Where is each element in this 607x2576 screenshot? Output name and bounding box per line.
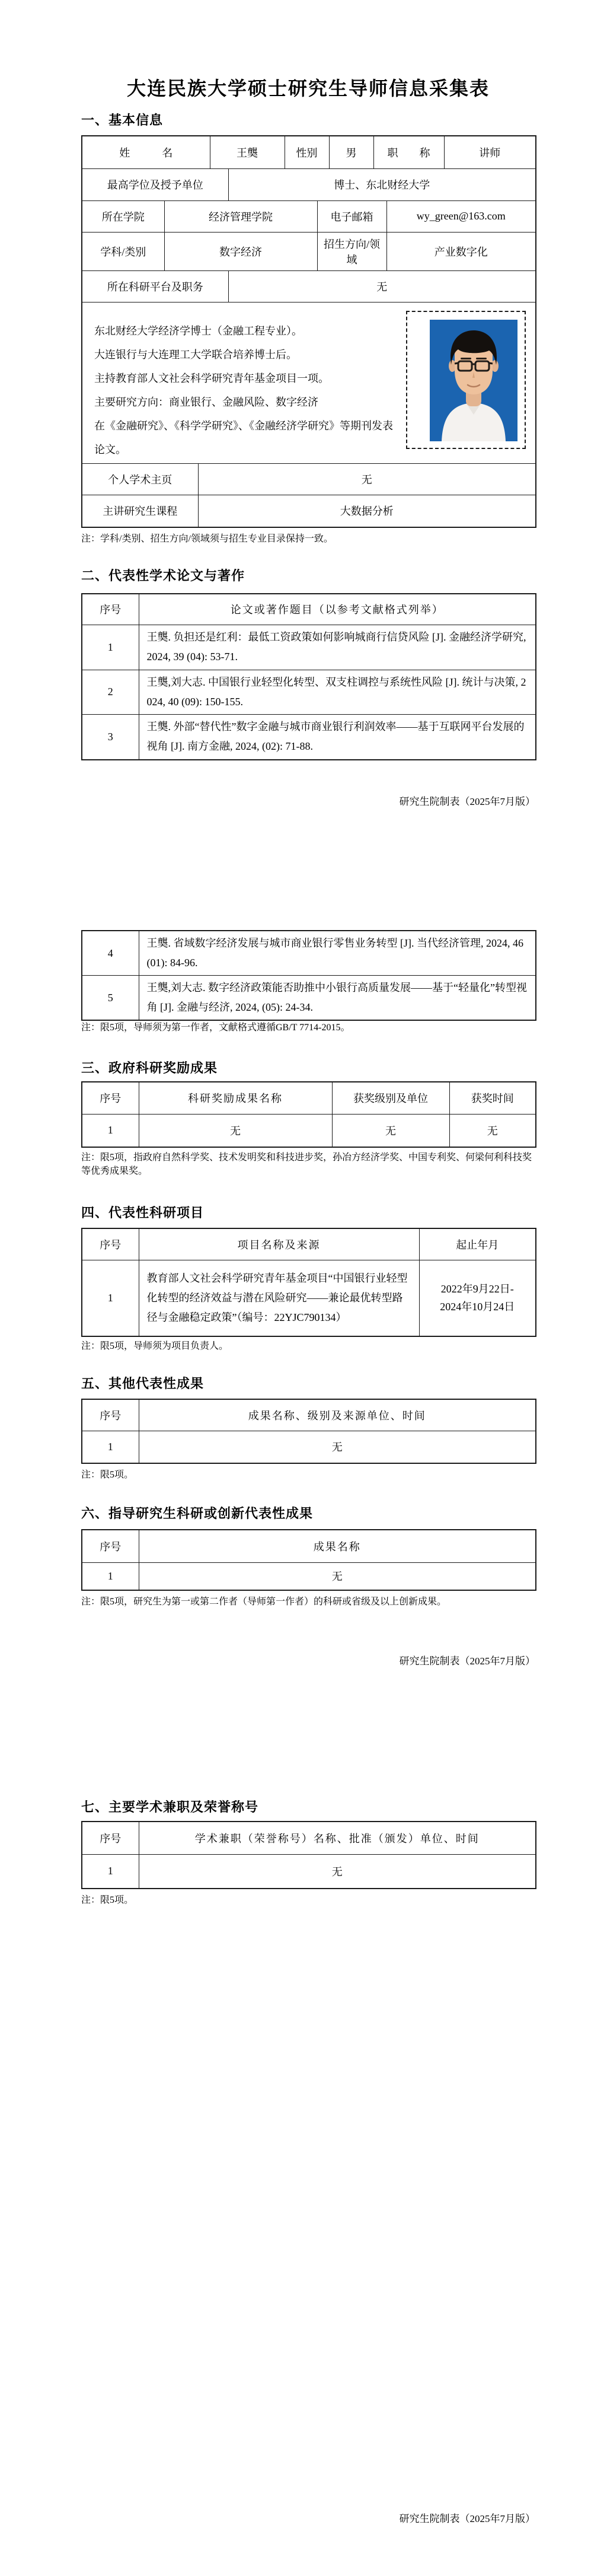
achievement-index: 1 xyxy=(82,1562,139,1590)
gender-label: 性别 xyxy=(285,136,329,168)
page-title: 大连民族大学硕士研究生导师信息采集表 xyxy=(126,78,490,99)
award-index: 1 xyxy=(82,1114,139,1147)
name-value: 王龑 xyxy=(210,136,285,168)
col-header-index: 序号 xyxy=(82,1822,139,1854)
col-header-honorary-title: 学术兼职（荣誉称号）名称、批准（颁发）单位、时间 xyxy=(139,1822,536,1854)
bio-cell xyxy=(82,302,536,463)
courses-value: 大数据分析 xyxy=(198,495,536,527)
email-value: wy_green@163.com xyxy=(386,200,536,232)
gender-value: 男 xyxy=(329,136,373,168)
note-honorary-titles: 注：限5项。 xyxy=(81,1895,134,1905)
pub-reference: 王龑,刘大志. 中国银行业轻型化转型、双支柱调控与系统性风险 [J]. 统计与决策, 2024, 40 (09): 150-155. xyxy=(139,670,536,714)
honorary-titles-table xyxy=(81,1821,536,1889)
note-awards: 注：限5项，指政府自然科学奖、技术发明奖和科技进步奖，孙冶方经济学奖、中国专利奖、何梁何利科技奖等优秀成果奖。 xyxy=(81,1152,532,1176)
col-header-index: 序号 xyxy=(82,1082,139,1114)
pub-index: 1 xyxy=(82,625,139,670)
basic-info-table xyxy=(81,135,536,528)
bio-text xyxy=(86,304,411,461)
publications-table-page1 xyxy=(81,593,536,760)
table-row xyxy=(82,232,536,270)
table-header-row xyxy=(82,1530,536,1562)
publications-table-page2 xyxy=(81,930,536,1021)
bio-line: 大连银行与大连理工大学联合培养博士后。 xyxy=(94,349,297,361)
page-footer: 研究生院制表（2025年7月版） xyxy=(399,2513,535,2524)
homepage-label: 个人学术主页 xyxy=(82,463,198,495)
pub-index: 4 xyxy=(82,931,139,976)
table-row xyxy=(82,200,536,232)
section-heading-other-achievements: 五、其他代表性成果 xyxy=(81,1376,205,1391)
degree-label: 最高学位及授予单位 xyxy=(82,168,228,200)
section-heading-student-achievements: 六、指导研究生科研或创新代表性成果 xyxy=(81,1506,314,1521)
col-header-achievement: 成果名称、级别及来源单位、时间 xyxy=(139,1399,536,1431)
section-heading-projects: 四、代表性科研项目 xyxy=(81,1205,205,1220)
direction-value: 产业数字化 xyxy=(386,232,536,270)
pub-reference: 王龑. 省域数字经济发展与城市商业银行零售业务转型 [J]. 当代经济管理, 2024, 46 (01): 84-96. xyxy=(139,931,536,976)
table-row xyxy=(82,463,536,495)
achievement-value: 无 xyxy=(139,1431,536,1463)
bio-line: 主持教育部人文社会科学研究青年基金项目一项。 xyxy=(94,372,329,384)
project-period-start: 2022年9月22日- xyxy=(440,1283,514,1295)
project-index: 1 xyxy=(82,1260,139,1336)
title-value: 讲师 xyxy=(444,136,536,168)
section-heading-awards: 三、政府科研奖励成果 xyxy=(81,1061,218,1075)
platform-value: 无 xyxy=(228,270,536,302)
id-photo xyxy=(430,320,517,441)
other-achievements-table xyxy=(81,1399,536,1464)
table-header-row xyxy=(82,594,536,625)
bio-line: 东北财经大学经济学博士（金融工程专业）。 xyxy=(94,325,302,337)
col-header-award-name: 科研奖励成果名称 xyxy=(139,1082,332,1114)
platform-label: 所在科研平台及职务 xyxy=(82,270,228,302)
page-footer: 研究生院制表（2025年7月版） xyxy=(399,1655,535,1667)
discipline-label: 学科/类别 xyxy=(82,232,164,270)
table-row xyxy=(82,1854,536,1889)
note-basic-info: 注：学科/类别、招生方向/领域须与招生专业目录保持一致。 xyxy=(81,534,333,544)
project-period-end: 2024年10月24日 xyxy=(440,1301,515,1313)
pub-reference: 王龑,刘大志. 数字经济政策能否助推中小银行高质量发展——基于“轻量化”转型视角 [J]. 金融与经济, 2024, (05): 24-34. xyxy=(139,976,536,1021)
table-row xyxy=(82,136,536,168)
table-row xyxy=(82,931,536,976)
note-other-achievements: 注：限5项。 xyxy=(81,1470,134,1480)
col-header-index: 序号 xyxy=(82,1228,139,1260)
pub-index: 5 xyxy=(82,976,139,1021)
table-header-row xyxy=(82,1822,536,1854)
bio-line: 在《金融研究》、《科学学研究》、《金融经济学研究》等期刊发表论文。 xyxy=(94,420,393,456)
college-value: 经济管理学院 xyxy=(164,200,317,232)
col-header-index: 序号 xyxy=(82,1399,139,1431)
degree-value: 博士、东北财经大学 xyxy=(228,168,536,200)
section-heading-publications: 二、代表性学术论文与著作 xyxy=(81,568,245,583)
email-label: 电子邮箱 xyxy=(317,200,386,232)
table-header-row xyxy=(82,1399,536,1431)
table-row xyxy=(82,1260,536,1336)
award-level: 无 xyxy=(332,1114,449,1147)
honorary-index: 1 xyxy=(82,1854,139,1889)
photo-frame xyxy=(406,311,526,449)
direction-label: 招生方向/领域 xyxy=(317,232,386,270)
homepage-value: 无 xyxy=(198,463,536,495)
table-row xyxy=(82,670,536,714)
section-heading-basic-info: 一、基本信息 xyxy=(81,113,164,128)
award-name: 无 xyxy=(139,1114,332,1147)
award-time: 无 xyxy=(449,1114,536,1147)
pub-reference: 王龑. 外部“替代性”数字金融与城市商业银行利润效率——基于互联网平台发展的视角 [J]. 南方金融, 2024, (02): 71-88. xyxy=(139,714,536,760)
table-row xyxy=(82,495,536,527)
table-row xyxy=(82,1562,536,1590)
col-header-achievement: 成果名称 xyxy=(139,1530,536,1562)
table-row xyxy=(82,714,536,760)
awards-table xyxy=(81,1081,536,1148)
projects-table xyxy=(81,1228,536,1337)
discipline-value: 数字经济 xyxy=(164,232,317,270)
note-publications: 注：限5项，导师须为第一作者，文献格式遵循GB/T 7714-2015。 xyxy=(81,1023,350,1033)
title-label: 职 称 xyxy=(373,136,444,168)
student-achievements-table xyxy=(81,1529,536,1591)
col-header-project-name: 项目名称及来源 xyxy=(139,1228,419,1260)
table-row xyxy=(82,302,536,463)
col-header-project-period: 起止年月 xyxy=(419,1228,536,1260)
college-label: 所在学院 xyxy=(82,200,164,232)
col-header-index: 序号 xyxy=(82,1530,139,1562)
note-student-achievements: 注：限5项，研究生为第一或第二作者（导师第一作者）的科研或省级及以上创新成果。 xyxy=(81,1597,447,1607)
achievement-value: 无 xyxy=(139,1562,536,1590)
pub-reference: 王龑. 负担还是红利：最低工资政策如何影响城商行信贷风险 [J]. 金融经济学研究, 2024, 39 (04): 53-71. xyxy=(139,625,536,670)
bio-line: 主要研究方向：商业银行、金融风险、数字经济 xyxy=(94,396,318,408)
table-header-row xyxy=(82,1228,536,1260)
col-header-title: 论文或著作题目（以参考文献格式列举） xyxy=(139,594,536,625)
achievement-index: 1 xyxy=(82,1431,139,1463)
table-row xyxy=(82,1431,536,1463)
project-period xyxy=(419,1260,536,1336)
pub-index: 2 xyxy=(82,670,139,714)
name-label: 姓 名 xyxy=(82,136,210,168)
courses-label: 主讲研究生课程 xyxy=(82,495,198,527)
table-row xyxy=(82,625,536,670)
section-heading-honorary-titles: 七、主要学术兼职及荣誉称号 xyxy=(81,1800,259,1814)
pub-index: 3 xyxy=(82,714,139,760)
col-header-award-level: 获奖级别及单位 xyxy=(332,1082,449,1114)
table-row xyxy=(82,168,536,200)
table-header-row xyxy=(82,1082,536,1114)
table-row xyxy=(82,1114,536,1147)
note-projects: 注：限5项，导师须为项目负责人。 xyxy=(81,1341,229,1351)
project-name: 教育部人文社会科学研究青年基金项目“中国银行业轻型化转型的经济效益与潜在风险研究——兼论最优转型路径与金融稳定政策”（编号：22YJC790134） xyxy=(139,1260,419,1336)
page-footer: 研究生院制表（2025年7月版） xyxy=(399,796,535,807)
table-row xyxy=(82,270,536,302)
col-header-award-time: 获奖时间 xyxy=(449,1082,536,1114)
honorary-value: 无 xyxy=(139,1854,536,1889)
table-row xyxy=(82,976,536,1021)
col-header-index: 序号 xyxy=(82,594,139,625)
